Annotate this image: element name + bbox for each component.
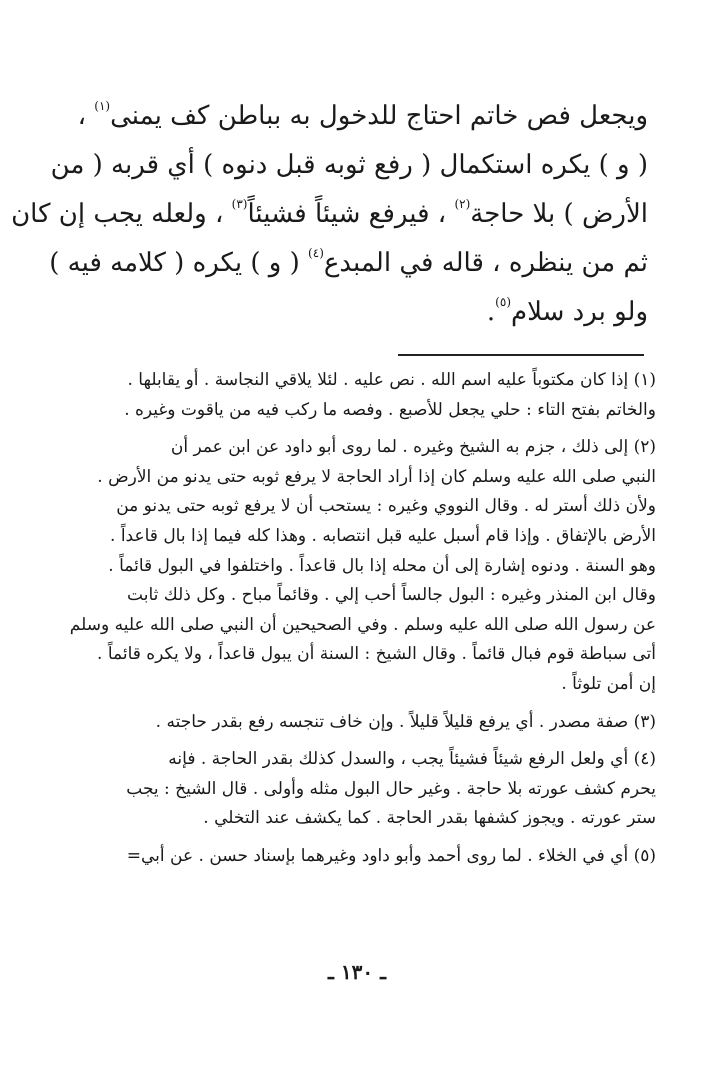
footnote-text: إلى ذلك ، جزم به الشيخ وغيره . لما روى أبو داود عن ابن عمر أن <box>170 437 629 458</box>
main-line-1 <box>48 92 648 141</box>
footnote-text: إذا كان مكتوباً عليه اسم الله . نص عليه . لئلا يلاقي النجاسة . أو يقابلها . <box>127 370 629 390</box>
main-line-5 <box>48 288 648 337</box>
footnote-5 <box>52 842 656 872</box>
footnote-number: (٣) <box>633 711 656 732</box>
footnote-text: أتى سباطة قوم فبال قائماً . وقال الشيخ : السنة أن يبول قاعداً ، ولا يكره قائماً . <box>97 644 656 665</box>
footnote-marker-4[interactable]: (٤) <box>308 246 324 260</box>
footnote-text: أي في الخلاء . لما روى أحمد وأبو داود وغيرهما بإسناد حسن . عن أبي= <box>126 845 629 866</box>
footnote-text: والخاتم بفتح التاء : حلي يجعل للأصبع . وفصه ما ركب فيه من ياقوت وغيره . <box>124 399 656 420</box>
main-line-4-text: ثم من ينظره ، قاله في المبدع <box>323 248 648 278</box>
footnote-line <box>52 396 656 426</box>
footnote-marker-1[interactable]: (١) <box>94 99 111 113</box>
main-line-5-text: ولو برد سلام <box>511 297 648 327</box>
footnote-text: النبي صلى الله عليه وسلم كان إذا أراد الحاجة لا يرفع ثوبه حتى يدنو من الأرض . <box>97 466 656 487</box>
footnote-line <box>52 745 656 775</box>
footnote-line <box>52 775 656 805</box>
footnote-divider <box>398 354 644 356</box>
main-line-4 <box>48 239 648 288</box>
footnote-3 <box>52 708 656 738</box>
footnote-text: وهو السنة . ودنوه إشارة إلى أن محله إذا بال قاعداً . واختلفوا في البول قائماً . <box>108 555 656 576</box>
footnote-number: (١) <box>633 370 656 390</box>
footnote-line <box>52 433 656 463</box>
footnotes <box>52 366 656 872</box>
footnote-4 <box>52 745 656 834</box>
footnote-line <box>52 366 656 396</box>
footnote-line <box>52 492 656 522</box>
footnote-number: (٤) <box>633 749 656 770</box>
footnote-line <box>52 640 656 670</box>
footnote-1 <box>52 366 656 425</box>
main-line-3 <box>11 190 648 239</box>
footnote-marker-5[interactable]: (٥) <box>495 295 511 309</box>
footnote-text: ولأن ذلك أستر له . وقال النووي وغيره : يستحب أن لا يرفع ثوبه حتى يدنو من <box>116 496 656 517</box>
footnote-line <box>52 804 656 834</box>
footnote-line <box>52 611 656 641</box>
footnote-text: الأرض بالإتفاق . وإذا قام أسبل عليه قبل انتصابه . وهذا كله فيما إذا بال قاعداً . <box>110 525 656 546</box>
footnote-line <box>52 522 656 552</box>
footnote-text: صفة مصدر . أي يرفع قليلاً قليلاً . وإن خاف تنجسه رفع بقدر حاجته . <box>155 711 629 732</box>
main-line-3-tail: ، ولعله يجب إن كان <box>11 199 224 229</box>
footnote-number: (٢) <box>633 437 656 458</box>
footnote-text: عن رسول الله صلى الله عليه وسلم . وفي الصحيحين أن النبي صلى الله عليه وسلم <box>69 614 656 635</box>
footnote-line <box>52 842 656 872</box>
footnote-line <box>52 581 656 611</box>
main-text <box>11 92 648 337</box>
main-line-3-mid: ، فيرفع شيئاً فشيئاً <box>247 199 447 229</box>
footnote-line <box>52 670 656 700</box>
main-line-1-tail: ، <box>77 101 86 131</box>
footnote-text: أي ولعل الرفع شيئاً فشيئاً يجب ، والسدل كذلك بقدر الحاجة . فإنه <box>168 749 629 770</box>
footnote-marker-3[interactable]: (٣) <box>231 197 248 211</box>
footnote-number: (٥) <box>633 845 656 866</box>
page-number: ـ ١٣٠ ـ <box>328 960 386 984</box>
main-line-4-tail: ( و ) يكره ( كلامه فيه ) <box>49 248 300 278</box>
main-line-2-text: ( و ) يكره استكمال ( رفع ثوبه قبل دنوه ) أي قربه ( من <box>50 150 648 180</box>
footnote-text: وقال ابن المنذر وغيره : البول جالساً أحب إلي . وقائماً مباح . وكل ذلك ثابت <box>127 585 656 606</box>
main-line-2 <box>48 141 648 190</box>
footnote-line <box>52 463 656 493</box>
footnote-2 <box>52 433 656 699</box>
footnote-text: إن أمن تلوثاً . <box>561 673 656 694</box>
main-line-5-tail: . <box>486 297 496 327</box>
main-line-3-text: الأرض ) بلا حاجة <box>470 199 648 229</box>
footnote-line <box>52 552 656 582</box>
footnote-text: يحرم كشف عورته بلا حاجة . وغير حال البول مثله وأولى . قال الشيخ : يجب <box>126 778 656 799</box>
footnote-text: ستر عورته . ويجوز كشفها بقدر الحاجة . كما يكشف عند التخلي . <box>203 808 656 829</box>
main-line-1-text: ويجعل فص خاتم احتاج للدخول به بباطن كف يمنى <box>110 101 648 131</box>
footnote-line <box>52 708 656 738</box>
footnote-marker-2[interactable]: (٢) <box>454 197 471 211</box>
